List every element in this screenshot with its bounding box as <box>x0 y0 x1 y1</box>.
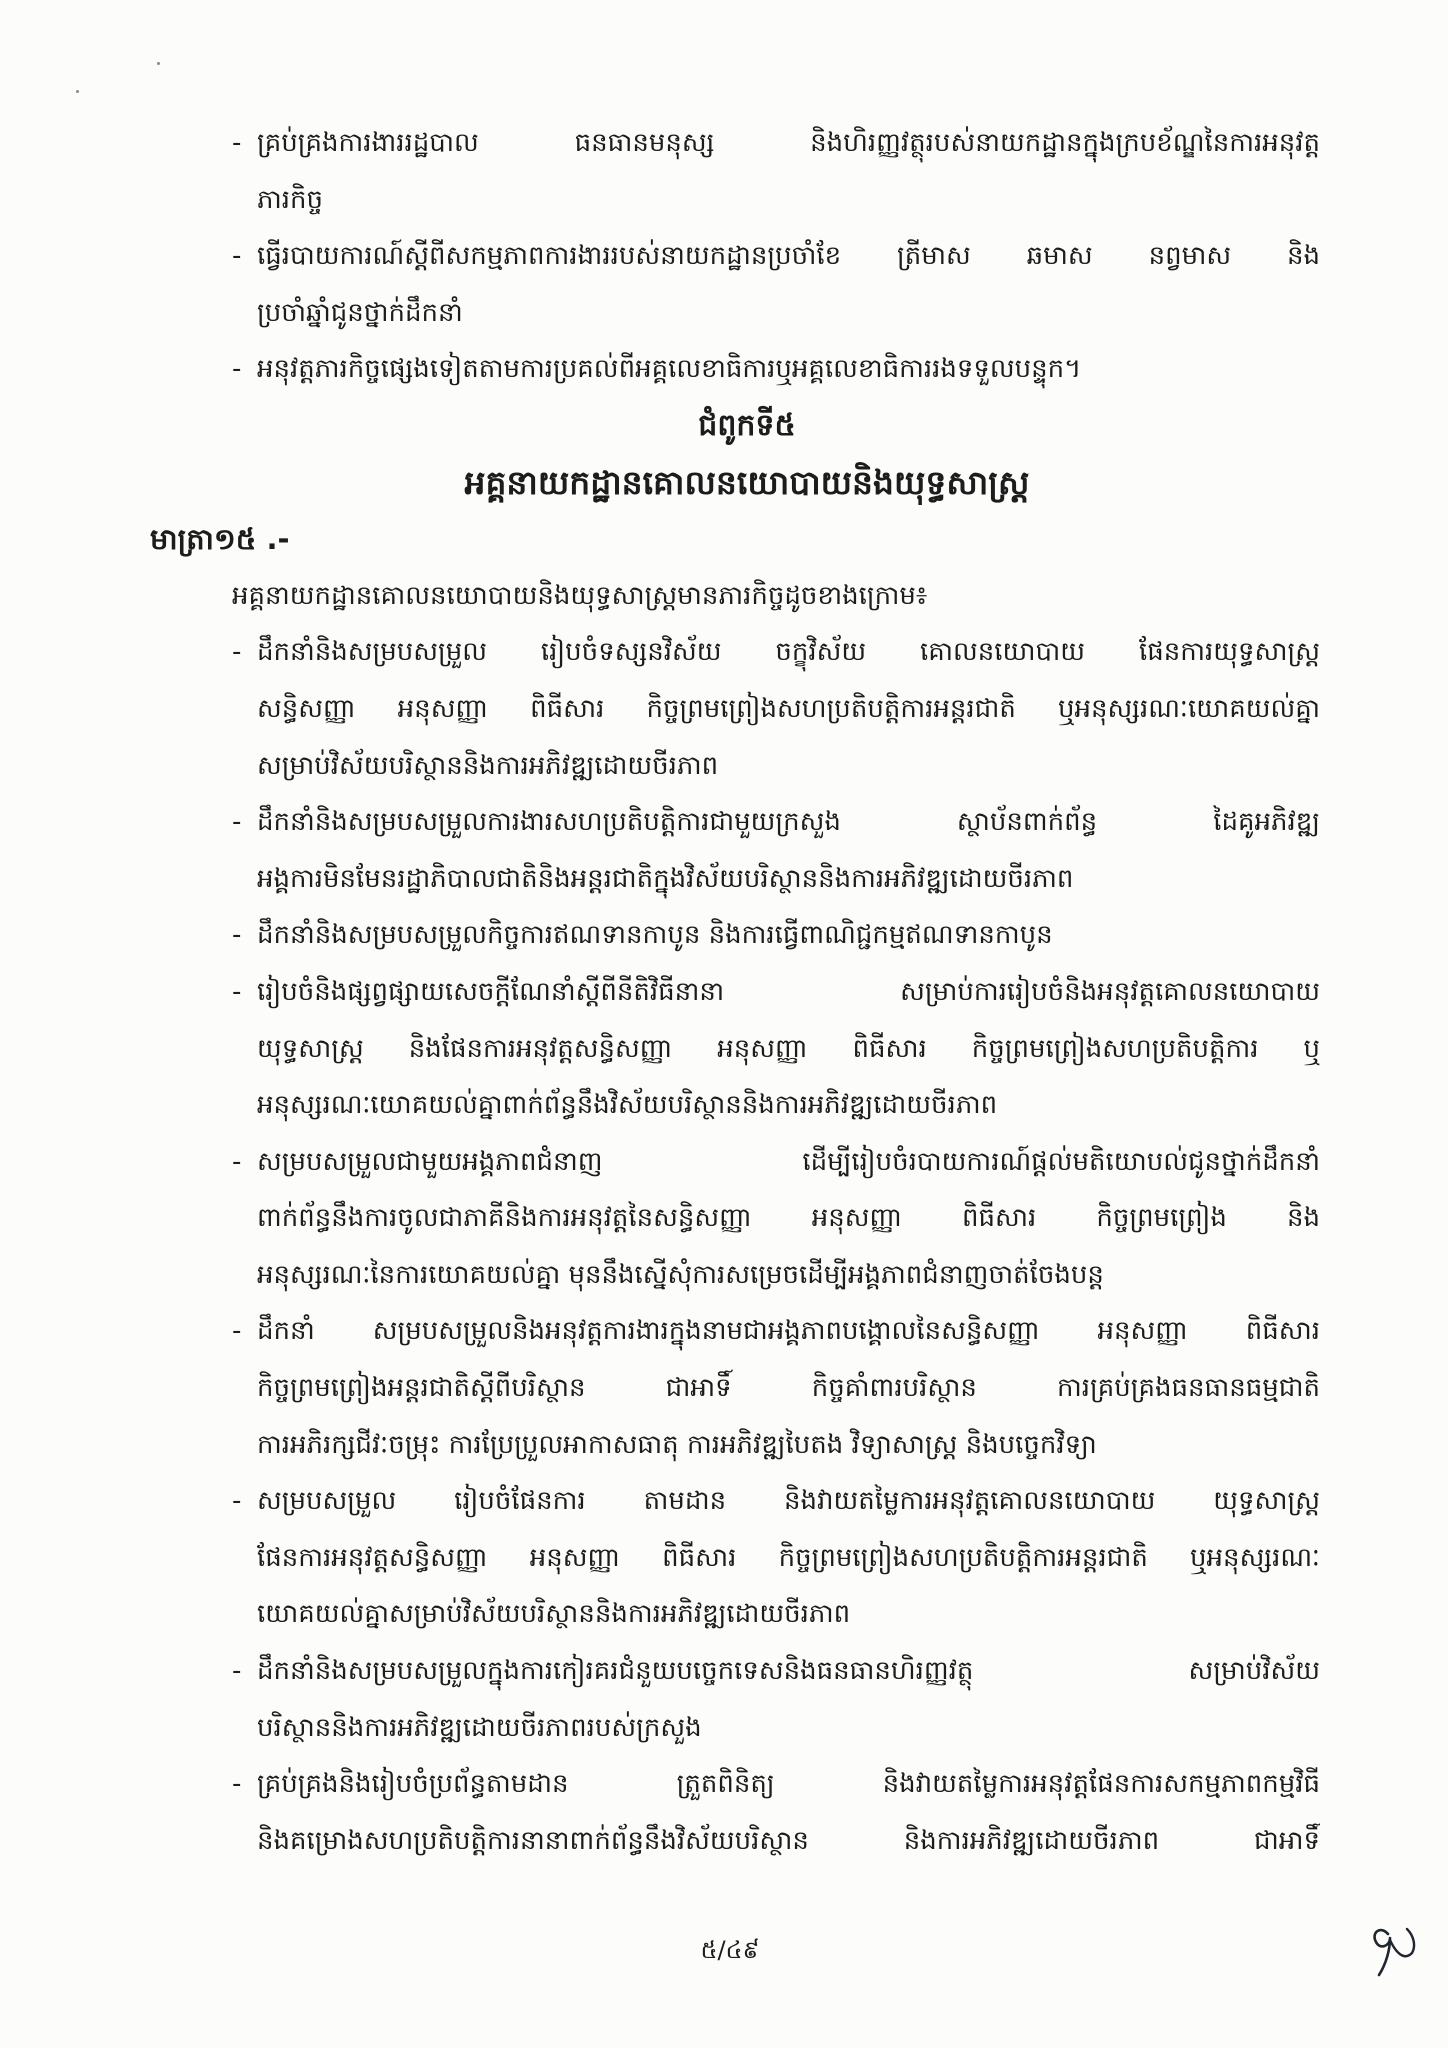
list-item-continuation <box>0 1190 1448 1247</box>
list-item-text: ប្រចាំឆ្នាំជូនថ្នាក់ដឹកនាំ <box>257 297 463 328</box>
list-item <box>0 907 1448 964</box>
list-item <box>0 794 1448 851</box>
list-item-text: គ្រប់គ្រងនិងរៀបចំប្រព័ន្ធតាមដាន ត្រួតពិនិត្យ និងវាយតម្លៃការអនុវត្តផែនការសកម្មភាពកម្មវិធី <box>257 1769 1320 1800</box>
list-item <box>0 115 1448 172</box>
chapter-title: អគ្គនាយកដ្ឋានគោលនយោបាយនិងយុទ្ធសាស្ត្រ <box>464 462 1030 502</box>
list-item-text: បរិស្ថាននិងការអភិវឌ្ឍដោយចីរភាពរបស់ក្រសួង <box>257 1712 702 1743</box>
bullet-marker: - <box>232 1769 242 1800</box>
chapter-number: ជំពូកទី៥ <box>698 407 796 443</box>
list-item-text: ការអភិរក្សជីវៈចម្រុះ ការប្រែប្រួលអាកាសធាតុ ការអភិវឌ្ឍបៃតង វិទ្យាសាស្ត្រ និងបច្ចេកវិទ្យា <box>257 1429 1097 1460</box>
list-item-continuation <box>0 681 1448 738</box>
bullet-marker: - <box>232 128 242 158</box>
bullet-marker: - <box>232 354 242 385</box>
list-item-continuation <box>0 1813 1448 1870</box>
list-item-continuation <box>0 172 1448 229</box>
list-item <box>0 1643 1448 1700</box>
list-item-text: យុទ្ធសាស្ត្រ និងផែនការអនុវត្តសន្ធិសញ្ញា អនុសញ្ញា ពិធីសារ កិច្ចព្រមព្រៀងសហប្រតិបត្តិការ ឬ <box>257 1033 1320 1064</box>
list-item <box>0 228 1448 285</box>
list-item-continuation <box>0 738 1448 795</box>
scan-speck <box>157 62 160 65</box>
list-item-continuation <box>0 1360 1448 1417</box>
scan-speck <box>76 90 79 93</box>
bullet-marker: - <box>232 920 242 951</box>
page-number: ៥/៤៩ <box>700 1936 760 1964</box>
document-body <box>0 115 1448 1869</box>
list-item-text: ដឹកនាំនិងសម្របសម្រួល រៀបចំទស្សនវិស័យ ចក្ខុវិស័យ គោលនយោបាយ ផែនការយុទ្ធសាស្ត្រ <box>257 637 1320 668</box>
list-item-text: និងគម្រោងសហប្រតិបត្តិការនានាពាក់ព័ន្ធនឹងវិស័យបរិស្ថាន និងការអភិវឌ្ឍដោយចីរភាព ជាអាទិ៍ <box>257 1825 1320 1856</box>
article-intro-row <box>0 568 1448 625</box>
list-item-text: ពាក់ព័ន្ធនឹងការចូលជាភាគីនិងការអនុវត្តនៃសន្ធិសញ្ញា អនុសញ្ញា ពិធីសារ កិច្ចព្រមព្រៀង និង <box>257 1203 1320 1234</box>
list-item-continuation <box>0 1530 1448 1587</box>
list-item-text: ដឹកនាំនិងសម្របសម្រួលកិច្ចការឥណទានកាបូន និងការធ្វើពាណិជ្ជកម្មឥណទានកាបូន <box>257 920 1053 951</box>
list-item-text: ធ្វើរបាយការណ៍ស្តីពីសកម្មភាពការងាររបស់នាយកដ្ឋានប្រចាំខែ ត្រីមាស ឆមាស នព្វមាស និង <box>257 241 1320 272</box>
list-item <box>0 624 1448 681</box>
list-item-text: អង្គការមិនមែនរដ្ឋាភិបាលជាតិនិងអន្តរជាតិក្នុងវិស័យបរិស្ថាននិងការអភិវឌ្ឍដោយចីរភាព <box>257 863 1074 894</box>
list-item-continuation <box>0 285 1448 342</box>
bullet-marker: - <box>232 807 242 838</box>
list-item-text: អនុស្សរណៈនៃការយោគយល់គ្នា មុននឹងស្នើសុំការសម្រេចដើម្បីអង្គភាពជំនាញចាត់ចែងបន្ត <box>257 1259 1104 1290</box>
list-item <box>0 964 1448 1021</box>
list-item-text: សម្របសម្រួល រៀបចំផែនការ តាមដាន និងវាយតម្លៃការអនុវត្តគោលនយោបាយ យុទ្ធសាស្ត្រ <box>257 1486 1320 1517</box>
list-item <box>0 1756 1448 1813</box>
bullet-marker: - <box>232 1316 242 1347</box>
list-item <box>0 1134 1448 1191</box>
list-item-continuation <box>0 1417 1448 1474</box>
chapter-heading <box>0 398 1448 511</box>
list-item-text: ដឹកនាំនិងសម្របសម្រួលក្នុងការកៀរគរជំនួយបច្ចេកទេសនិងធនធានហិរញ្ញវត្ថុ សម្រាប់វិស័យ <box>257 1656 1320 1687</box>
article-label: មាត្រា១៥ .- <box>150 522 290 557</box>
list-item-continuation <box>0 1247 1448 1304</box>
list-item-continuation <box>0 1021 1448 1078</box>
list-item-text: យោគយល់គ្នាសម្រាប់វិស័យបរិស្ថាននិងការអភិវឌ្ឍដោយចីរភាព <box>257 1599 851 1630</box>
chapter-number-row <box>0 398 1448 455</box>
list-item <box>0 341 1448 398</box>
article-intro: អគ្គនាយកដ្ឋានគោលនយោបាយនិងយុទ្ធសាស្ត្រមានភារកិច្ចដូចខាងក្រោម៖ <box>232 580 928 611</box>
list-item-continuation <box>0 851 1448 908</box>
bullet-marker: - <box>232 241 242 272</box>
list-item-continuation <box>0 1700 1448 1757</box>
list-item-text: ភារកិច្ច <box>257 184 324 215</box>
list-item-text: អនុវត្តភារកិច្ចផ្សេងទៀតតាមការប្រគល់ពីអគ្គលេខាធិការឬអគ្គលេខាធិការរងទទួលបន្ទុក។ <box>257 354 1082 385</box>
list-item-text: គ្រប់គ្រងការងាររដ្ឋបាល ធនធានមនុស្ស និងហិរញ្ញវត្ថុរបស់នាយកដ្ឋានក្នុងក្របខ័ណ្ឌនៃការអនុវត្ត <box>257 128 1320 158</box>
bullet-marker: - <box>232 1146 242 1177</box>
list-item <box>0 1303 1448 1360</box>
handwritten-initial <box>1368 1912 1420 1984</box>
list-item <box>0 1473 1448 1530</box>
list-item-text: ផែនការអនុវត្តសន្ធិសញ្ញា អនុសញ្ញា ពិធីសារ កិច្ចព្រមព្រៀងសហប្រតិបត្តិការអន្តរជាតិ ឬអនុស្សរណៈ <box>257 1542 1320 1573</box>
bullet-marker: - <box>232 1656 242 1687</box>
article-label-row <box>0 511 1448 568</box>
list-item-text: ដឹកនាំនិងសម្របសម្រួលការងារសហប្រតិបត្តិការជាមួយក្រសួង ស្ថាប័នពាក់ព័ន្ធ ដៃគូអភិវឌ្ឍ <box>257 807 1320 838</box>
bullet-marker: - <box>232 637 242 668</box>
list-item-text: ដឹកនាំ សម្របសម្រួលនិងអនុវត្តការងារក្នុងនាមជាអង្គភាពបង្គោលនៃសន្ធិសញ្ញា អនុសញ្ញា ពិធីសារ <box>257 1316 1320 1347</box>
article-15 <box>0 511 1448 1869</box>
list-item-text: រៀបចំនិងផ្សព្វផ្សាយសេចក្តីណែនាំស្តីពីនីតិវិធីនានា សម្រាប់ការរៀបចំនិងអនុវត្តគោលនយោបាយ <box>257 976 1320 1007</box>
list-item-text: កិច្ចព្រមព្រៀងអន្តរជាតិស្តីពីបរិស្ថាន ជាអាទិ៍ កិច្ចគាំពារបរិស្ថាន ការគ្រប់គ្រងធនធានធម្មជាតិ <box>257 1373 1320 1404</box>
list-item-text: សម្របសម្រួលជាមួយអង្គភាពជំនាញ ដើម្បីរៀបចំរបាយការណ៍ផ្តល់មតិយោបល់ជូនថ្នាក់ដឹកនាំ <box>257 1146 1320 1177</box>
list-item-text: អនុស្សរណៈយោគយល់គ្នាពាក់ព័ន្ធនឹងវិស័យបរិស្ថាននិងការអភិវឌ្ឍដោយចីរភាព <box>257 1090 998 1121</box>
bullet-marker: - <box>232 1486 242 1517</box>
list-item-text: សន្ធិសញ្ញា អនុសញ្ញា ពិធីសារ កិច្ចព្រមព្រៀងសហប្រតិបត្តិការអន្តរជាតិ ឬអនុស្សរណៈយោគយល់គ្នា <box>257 693 1320 724</box>
list-item-continuation <box>0 1077 1448 1134</box>
list-item-continuation <box>0 1586 1448 1643</box>
list-item-text: សម្រាប់វិស័យបរិស្ថាននិងការអភិវឌ្ឍដោយចីរភាព <box>257 750 719 781</box>
previous-article-duty-list <box>0 115 1448 398</box>
bullet-marker: - <box>232 976 242 1007</box>
chapter-title-row <box>0 455 1448 512</box>
